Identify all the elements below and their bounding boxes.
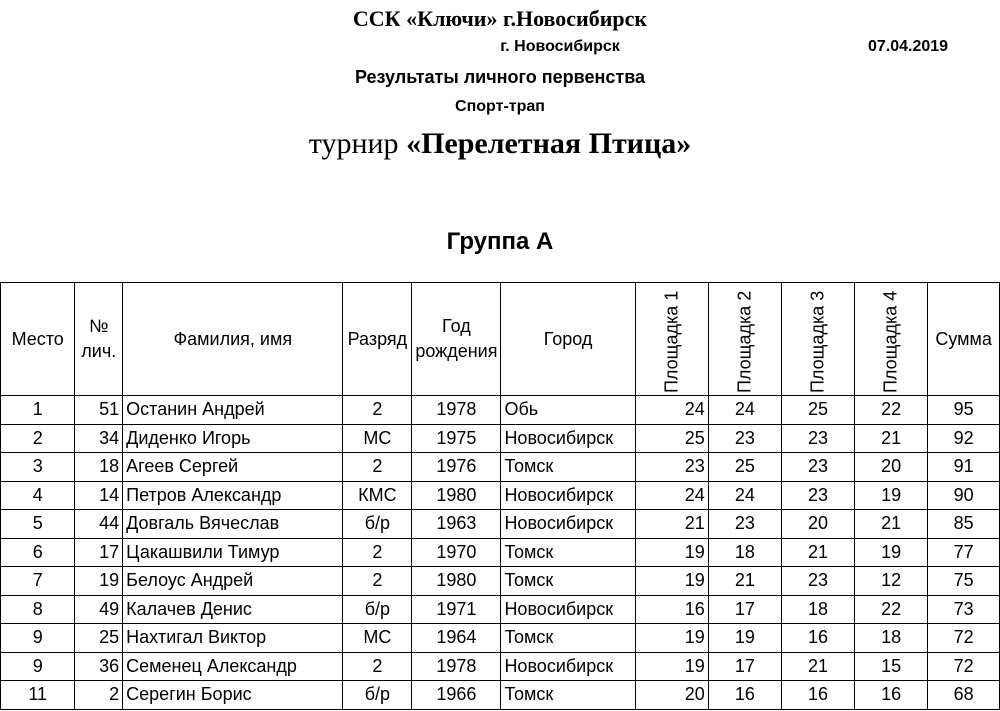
col-total: Сумма bbox=[928, 283, 1000, 396]
table-row bbox=[1, 424, 1000, 453]
city-label: г. Новосибирск bbox=[500, 38, 620, 55]
results-table bbox=[0, 282, 1000, 710]
cell-year: 1980 bbox=[412, 481, 501, 510]
cell-stage-2: 18 bbox=[708, 538, 781, 567]
cell-number: 14 bbox=[75, 481, 123, 510]
cell-stage-2: 25 bbox=[708, 453, 781, 482]
cell-name: Довгаль Вячеслав bbox=[123, 510, 343, 539]
cell-rank: 2 bbox=[343, 567, 412, 596]
cell-place: 5 bbox=[1, 510, 75, 539]
cell-year: 1971 bbox=[412, 595, 501, 624]
cell-stage-2: 21 bbox=[708, 567, 781, 596]
cell-place: 6 bbox=[1, 538, 75, 567]
col-name: Фамилия, имя bbox=[123, 283, 343, 396]
cell-stage-4: 19 bbox=[855, 481, 928, 510]
table-header-row bbox=[1, 283, 1000, 396]
table-row bbox=[1, 396, 1000, 425]
cell-number: 49 bbox=[75, 595, 123, 624]
cell-place: 2 bbox=[1, 424, 75, 453]
cell-city: Томск bbox=[501, 624, 635, 653]
col-stage-2-label: Площадка 2 bbox=[734, 290, 755, 393]
col-rank: Разряд bbox=[343, 283, 412, 396]
table-row bbox=[1, 481, 1000, 510]
cell-stage-3: 23 bbox=[781, 567, 854, 596]
cell-stage-4: 20 bbox=[855, 453, 928, 482]
table-row bbox=[1, 595, 1000, 624]
cell-stage-1: 19 bbox=[635, 538, 708, 567]
cell-rank: 2 bbox=[343, 453, 412, 482]
cell-rank: б/р bbox=[343, 510, 412, 539]
discipline-label: Спорт-трап bbox=[455, 98, 545, 115]
cell-total: 95 bbox=[928, 396, 1000, 425]
tournament-name: «Перелетная Птица» bbox=[406, 127, 692, 160]
col-stage-3 bbox=[781, 283, 854, 396]
cell-total: 68 bbox=[928, 681, 1000, 710]
cell-total: 91 bbox=[928, 453, 1000, 482]
cell-stage-1: 23 bbox=[635, 453, 708, 482]
col-place: Место bbox=[1, 283, 75, 396]
cell-stage-4: 18 bbox=[855, 624, 928, 653]
cell-stage-2: 16 bbox=[708, 681, 781, 710]
cell-total: 72 bbox=[928, 652, 1000, 681]
cell-stage-1: 20 bbox=[635, 681, 708, 710]
cell-stage-3: 23 bbox=[781, 481, 854, 510]
col-year: Год рождения bbox=[412, 283, 501, 396]
cell-stage-1: 24 bbox=[635, 481, 708, 510]
cell-total: 92 bbox=[928, 424, 1000, 453]
cell-stage-2: 17 bbox=[708, 652, 781, 681]
cell-year: 1976 bbox=[412, 453, 501, 482]
cell-number: 36 bbox=[75, 652, 123, 681]
cell-place: 4 bbox=[1, 481, 75, 510]
cell-stage-1: 21 bbox=[635, 510, 708, 539]
cell-stage-4: 21 bbox=[855, 424, 928, 453]
cell-year: 1966 bbox=[412, 681, 501, 710]
cell-rank: 2 bbox=[343, 652, 412, 681]
col-stage-4 bbox=[855, 283, 928, 396]
cell-stage-3: 16 bbox=[781, 624, 854, 653]
cell-city: Томск bbox=[501, 567, 635, 596]
cell-year: 1978 bbox=[412, 652, 501, 681]
col-stage-4-label: Площадка 4 bbox=[880, 290, 901, 393]
table-row bbox=[1, 538, 1000, 567]
cell-stage-3: 16 bbox=[781, 681, 854, 710]
cell-rank: 2 bbox=[343, 396, 412, 425]
cell-name: Нахтигал Виктор bbox=[123, 624, 343, 653]
cell-total: 85 bbox=[928, 510, 1000, 539]
cell-name: Семенец Александр bbox=[123, 652, 343, 681]
cell-name: Калачев Денис bbox=[123, 595, 343, 624]
cell-stage-3: 21 bbox=[781, 538, 854, 567]
event-date: 07.04.2019 bbox=[868, 38, 949, 55]
cell-year: 1970 bbox=[412, 538, 501, 567]
col-number: № лич. bbox=[75, 283, 123, 396]
cell-place: 8 bbox=[1, 595, 75, 624]
cell-stage-1: 16 bbox=[635, 595, 708, 624]
cell-number: 19 bbox=[75, 567, 123, 596]
table-row bbox=[1, 453, 1000, 482]
cell-year: 1978 bbox=[412, 396, 501, 425]
cell-year: 1964 bbox=[412, 624, 501, 653]
cell-number: 34 bbox=[75, 424, 123, 453]
cell-name: Белоус Андрей bbox=[123, 567, 343, 596]
cell-city: Новосибирск bbox=[501, 481, 635, 510]
tournament-prefix: турнир bbox=[308, 127, 407, 160]
cell-year: 1963 bbox=[412, 510, 501, 539]
cell-city: Обь bbox=[501, 396, 635, 425]
cell-place: 3 bbox=[1, 453, 75, 482]
cell-stage-1: 24 bbox=[635, 396, 708, 425]
cell-number: 2 bbox=[75, 681, 123, 710]
cell-stage-4: 12 bbox=[855, 567, 928, 596]
cell-stage-2: 24 bbox=[708, 396, 781, 425]
cell-city: Новосибирск bbox=[501, 510, 635, 539]
col-stage-1 bbox=[635, 283, 708, 396]
cell-number: 25 bbox=[75, 624, 123, 653]
cell-stage-2: 24 bbox=[708, 481, 781, 510]
cell-name: Агеев Сергей bbox=[123, 453, 343, 482]
cell-total: 77 bbox=[928, 538, 1000, 567]
cell-stage-4: 15 bbox=[855, 652, 928, 681]
col-city: Город bbox=[501, 283, 635, 396]
cell-place: 9 bbox=[1, 652, 75, 681]
cell-number: 17 bbox=[75, 538, 123, 567]
cell-stage-4: 16 bbox=[855, 681, 928, 710]
cell-total: 72 bbox=[928, 624, 1000, 653]
cell-city: Томск bbox=[501, 681, 635, 710]
cell-name: Цакашвили Тимур bbox=[123, 538, 343, 567]
cell-stage-3: 23 bbox=[781, 424, 854, 453]
cell-city: Новосибирск bbox=[501, 652, 635, 681]
cell-stage-1: 19 bbox=[635, 624, 708, 653]
cell-rank: МС bbox=[343, 424, 412, 453]
cell-place: 7 bbox=[1, 567, 75, 596]
cell-stage-2: 23 bbox=[708, 510, 781, 539]
cell-stage-3: 23 bbox=[781, 453, 854, 482]
table-row bbox=[1, 681, 1000, 710]
cell-stage-1: 25 bbox=[635, 424, 708, 453]
cell-stage-4: 19 bbox=[855, 538, 928, 567]
col-stage-2 bbox=[708, 283, 781, 396]
cell-rank: б/р bbox=[343, 595, 412, 624]
organization-title: ССК «Ключи» г.Новосибирск bbox=[352, 6, 648, 31]
cell-number: 18 bbox=[75, 453, 123, 482]
cell-total: 73 bbox=[928, 595, 1000, 624]
cell-stage-4: 22 bbox=[855, 396, 928, 425]
cell-stage-3: 20 bbox=[781, 510, 854, 539]
cell-stage-2: 19 bbox=[708, 624, 781, 653]
table-row bbox=[1, 652, 1000, 681]
cell-stage-2: 23 bbox=[708, 424, 781, 453]
col-stage-1-label: Площадка 1 bbox=[661, 290, 682, 393]
cell-stage-1: 19 bbox=[635, 567, 708, 596]
cell-rank: 2 bbox=[343, 538, 412, 567]
cell-rank: КМС bbox=[343, 481, 412, 510]
results-title: Результаты личного первенства bbox=[354, 67, 646, 87]
cell-stage-4: 21 bbox=[855, 510, 928, 539]
cell-number: 44 bbox=[75, 510, 123, 539]
cell-name: Серегин Борис bbox=[123, 681, 343, 710]
group-title: Группа А bbox=[446, 228, 554, 255]
cell-total: 90 bbox=[928, 481, 1000, 510]
cell-name: Останин Андрей bbox=[123, 396, 343, 425]
cell-stage-1: 19 bbox=[635, 652, 708, 681]
col-stage-3-label: Площадка 3 bbox=[807, 290, 828, 393]
cell-city: Томск bbox=[501, 453, 635, 482]
cell-stage-3: 18 bbox=[781, 595, 854, 624]
tournament-title bbox=[0, 127, 1000, 161]
cell-stage-2: 17 bbox=[708, 595, 781, 624]
cell-place: 9 bbox=[1, 624, 75, 653]
cell-place: 1 bbox=[1, 396, 75, 425]
table-row bbox=[1, 510, 1000, 539]
cell-year: 1975 bbox=[412, 424, 501, 453]
cell-name: Петров Александр bbox=[123, 481, 343, 510]
cell-stage-4: 22 bbox=[855, 595, 928, 624]
cell-city: Томск bbox=[501, 538, 635, 567]
cell-city: Новосибирск bbox=[501, 595, 635, 624]
cell-stage-3: 25 bbox=[781, 396, 854, 425]
cell-rank: МС bbox=[343, 624, 412, 653]
cell-place: 11 bbox=[1, 681, 75, 710]
cell-year: 1980 bbox=[412, 567, 501, 596]
table-row bbox=[1, 624, 1000, 653]
cell-city: Новосибирск bbox=[501, 424, 635, 453]
cell-name: Диденко Игорь bbox=[123, 424, 343, 453]
cell-total: 75 bbox=[928, 567, 1000, 596]
cell-rank: б/р bbox=[343, 681, 412, 710]
cell-stage-3: 21 bbox=[781, 652, 854, 681]
cell-number: 51 bbox=[75, 396, 123, 425]
table-row bbox=[1, 567, 1000, 596]
